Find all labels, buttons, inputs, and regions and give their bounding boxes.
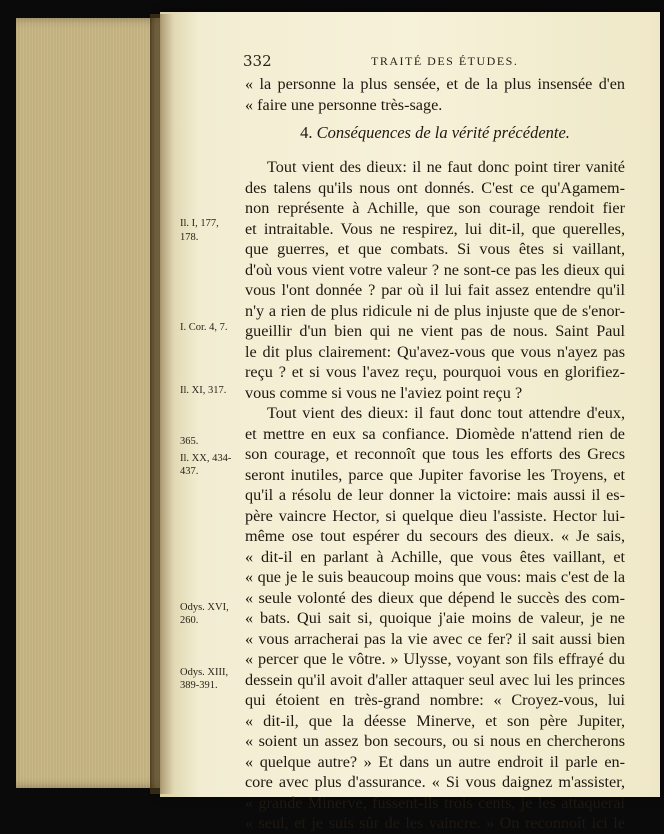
section-heading [245, 115, 625, 157]
text-line: Tout vient des dieux: il faut donc tout attendre d'eux, [267, 404, 625, 422]
text-line: non représente à Achille, que son courage rendoit fier [245, 199, 625, 217]
text-line: gueillir d'un bien qui ne vient pas de nous. Saint Paul [245, 322, 625, 340]
text-line: « grande Minerve, fussent-ils trois cents, je les attaquerai [245, 793, 625, 812]
text-line: d'où vous vient votre valeur ? ne sont-ce pas les dieux qui [245, 260, 625, 279]
margin-note: 389-391. [180, 680, 218, 691]
text-line: « percer que le vôtre. » Ulysse, voyant son fils effrayé du [245, 650, 625, 668]
running-title: TRAITÉ DES ÉTUDES. [371, 54, 519, 68]
text-line: core avec plus d'assurance. « Si vous daignez m'assister, [245, 773, 625, 791]
text-line: « vous arracherai pas la vie avec ce fer? il sait aussi bien [245, 629, 625, 648]
text-line: « dit-il en parlant à Achille, que vous êtes vaillant, et [245, 547, 625, 566]
page-edges [16, 18, 166, 788]
text-line: « que je le suis beaucoup moins que vous: mais c'est de la [245, 568, 625, 586]
text-line: des talens qu'ils nous ont donnés. C'est ce qu'Agamem- [245, 178, 625, 197]
text-line: père vaincre Hector, si quelque dieu l'assiste. Hector lui- [245, 506, 625, 525]
text-line: reçu ? et si vous l'avez reçu, pourquoi vous en glorifiez- [245, 363, 625, 381]
text-line: n'y a rien de plus ridicule ni de plus injuste que de s'enor- [245, 301, 625, 320]
text-line: et intraitable. Vous ne respirez, lui dit-il, que querelles, [245, 219, 625, 238]
text-line: qui étoient en très-grand nombre: « Croyez-vous, lui [245, 691, 625, 709]
margin-note: 260. [180, 615, 199, 626]
margin-note: 178. [180, 232, 199, 243]
margin-note: 365. [180, 436, 199, 447]
section-number: 4. [300, 123, 313, 142]
text-line: « bats. Qui sait si, quoique j'aie moins de valeur, je ne [245, 609, 625, 627]
text-line: « dit-il, que la déesse Minerve, et son père Jupiter, [245, 711, 625, 730]
margin-note: Il. I, 177, [180, 218, 219, 229]
margin-note: Il. XX, 434- [180, 453, 232, 464]
text-line: vous comme si vous ne l'aviez point reçu ? [245, 383, 523, 402]
margin-note: I. Cor. 4, 7. [180, 322, 228, 333]
text-line: Tout vient des dieux: il ne faut donc point tirer vanité [267, 158, 625, 176]
text-line: dessein qu'il avoit d'aller attaquer seul avec lui les princes [245, 670, 625, 689]
text-line: « faire une personne très-sage. [245, 95, 443, 114]
text-line: « seule volonté des dieux que dépend le succès des com- [245, 588, 625, 607]
text-line: seront inutiles, parce que Jupiter favorise les Troyens, et [245, 465, 625, 484]
page-number: 332 [243, 52, 272, 70]
margin-note: Il. XI, 317. [180, 385, 227, 396]
body-text [245, 74, 625, 834]
text-line: même ose tout espérer du secours des dieux. « Je sais, [245, 527, 625, 545]
text-line: son courage, et reconnoît que tous les efforts des Grecs [245, 445, 625, 463]
margin-note: Odys. XIII, [180, 667, 229, 678]
text-line: « quelque autre? » Et dans un autre endroit il parle en- [245, 752, 625, 771]
spine-shadow [150, 14, 174, 794]
margin-note: Odys. XVI, [180, 602, 229, 613]
text-line: et mettre en eux sa confiance. Diomède n'attend rien de [245, 424, 625, 443]
text-line: que guerres, et que combats. Si vous êtes si vaillant, [245, 240, 625, 258]
page-header [243, 52, 658, 74]
text-line: « soient un assez bon secours, ou si nous en chercherons [245, 732, 625, 750]
section-title: Conséquences de la vérité précédente. [316, 123, 570, 142]
text-line: qu'il a résolu de leur donner la victoire: mais aussi il es- [245, 486, 625, 504]
margin-note: 437. [180, 466, 199, 477]
text-line: « la personne la plus sensée, et de la plus insensée d'en [245, 75, 625, 93]
text-line: « seul, et je suis sûr de les vaincre. » On reconnoît ici le [245, 814, 625, 832]
text-line: vous l'ont donnée ? par où il lui fait assez entendre qu'il [245, 281, 625, 299]
text-line: le dit plus clairement: Qu'avez-vous que vous n'ayez pas [245, 342, 625, 361]
